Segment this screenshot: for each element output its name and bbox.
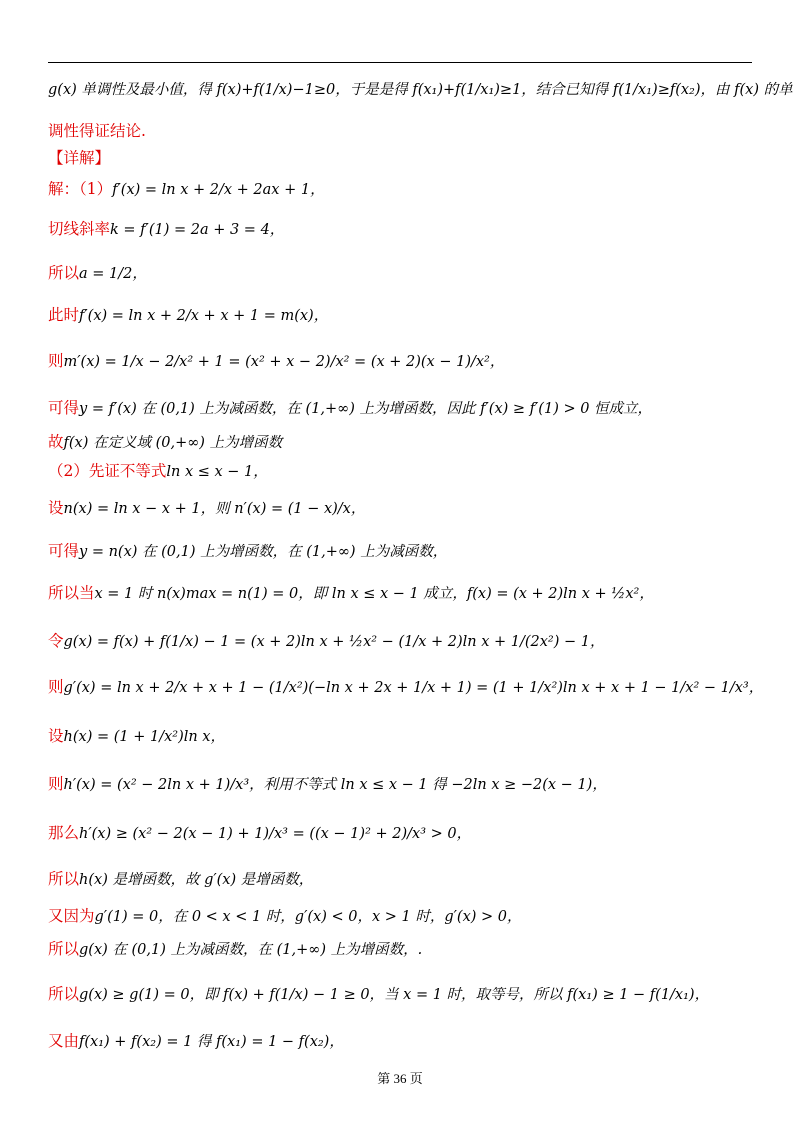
- line-text: 令: [48, 632, 64, 650]
- line-text: 所以: [48, 940, 80, 958]
- line-formula: g′(x) = ln x + 2/x + x + 1 − (1/x²)(−ln x + 2x + 1/x + 1) = (1 + 1/x²)ln x + x + 1 − 1/x² − 1/x³，: [63, 680, 764, 696]
- solution-line: [48, 822, 752, 845]
- solution-line: [48, 304, 752, 327]
- solution-line: [48, 178, 752, 201]
- line-formula: h′(x) ≥ (x² − 2(x − 1) + 1)/x³ = ((x − 1)² + 2)/x³ > 0，: [79, 826, 472, 842]
- line-text: 设: [48, 727, 64, 745]
- line-formula: h(x) = (1 + 1/x²)ln x，: [63, 729, 225, 745]
- line-formula: f′(x) = ln x + 2/x + 2ax + 1，: [112, 182, 325, 198]
- line-text: 又因为: [48, 907, 95, 925]
- solution-line: [48, 773, 752, 796]
- solution-line: [48, 983, 752, 1006]
- line-text: 可得: [48, 542, 80, 560]
- line-text: 可得: [48, 399, 80, 417]
- solution-line: [48, 582, 752, 605]
- solution-line: [48, 497, 752, 520]
- line-text: 调性得证结论.: [48, 122, 146, 140]
- solution-line: [48, 630, 752, 653]
- solution-line: [48, 397, 752, 420]
- line-text: 所以当: [48, 584, 95, 602]
- line-text: 解：（1）: [48, 180, 113, 198]
- solution-line: [48, 431, 752, 454]
- line-text: 所以: [48, 985, 80, 1003]
- line-formula: ln x ≤ x − 1，: [166, 464, 268, 480]
- line-formula: n(x) = ln x − x + 1，则 n′(x) = (1 − x)/x，: [63, 501, 366, 517]
- line-formula: k = f′(1) = 2a + 3 = 4，: [110, 222, 285, 238]
- line-text: 此时: [48, 306, 80, 324]
- solution-line: [48, 905, 752, 928]
- line-formula: y = n(x) 在 (0,1) 上为增函数，在 (1,+∞) 上为减函数，: [79, 544, 448, 560]
- line-formula: x = 1 时 n(x)max = n(1) = 0，即 ln x ≤ x − 1 成立，f(x) = (x + 2)ln x + ½x²，: [94, 586, 654, 602]
- solution-line: [48, 120, 752, 142]
- solution-line: [48, 78, 793, 101]
- line-text: 所以: [48, 264, 80, 282]
- line-text: 设: [48, 499, 64, 517]
- solution-line: [48, 676, 764, 699]
- line-formula: h′(x) = (x² − 2ln x + 1)/x³，利用不等式 ln x ≤ x − 1 得 −2ln x ≥ −2(x − 1)，: [63, 777, 607, 793]
- line-formula: a = 1/2，: [79, 266, 147, 282]
- line-text: 【详解】: [48, 149, 111, 167]
- line-text: 切线斜率: [48, 220, 111, 238]
- line-formula: f(x) 在定义域 (0,+∞) 上为增函数: [63, 435, 283, 451]
- solution-line: [48, 147, 752, 169]
- line-text: 故: [48, 433, 64, 451]
- line-text: 那么: [48, 824, 80, 842]
- line-text: 所以: [48, 870, 80, 888]
- solution-line: [48, 460, 752, 483]
- line-text: （2）先证不等式: [48, 462, 167, 480]
- solution-line: [48, 725, 752, 748]
- solution-line: [48, 540, 752, 563]
- line-formula: f(x₁) + f(x₂) = 1 得 f(x₁) = 1 − f(x₂)，: [79, 1034, 344, 1050]
- line-formula: g(x) 单调性及最小值，得 f(x)+f(1/x)−1≥0，于是是得 f(x₁)+f(1/x₁)≥1，结合已知得 f(1/x₁)≥f(x₂)，由 f(x) 的单: [48, 82, 793, 98]
- solution-line: [48, 262, 752, 285]
- solution-line: [48, 938, 752, 961]
- line-formula: g′(1) = 0，在 0 < x < 1 时，g′(x) < 0，x > 1 时，g′(x) > 0，: [94, 909, 522, 925]
- solution-line: [48, 868, 752, 891]
- line-text: 又由: [48, 1032, 80, 1050]
- line-formula: f′(x) = ln x + 2/x + x + 1 = m(x)，: [79, 308, 329, 324]
- line-formula: m′(x) = 1/x − 2/x² + 1 = (x² + x − 2)/x² = (x + 2)(x − 1)/x²，: [63, 354, 505, 370]
- line-formula: y = f′(x) 在 (0,1) 上为减函数，在 (1,+∞) 上为增函数，因此 f′(x) ≥ f′(1) > 0 恒成立，: [79, 401, 653, 417]
- line-formula: h(x) 是增函数，故 g′(x) 是增函数，: [79, 872, 314, 888]
- line-formula: g(x) ≥ g(1) = 0，即 f(x) + f(1/x) − 1 ≥ 0，当 x = 1 时，取等号，所以 f(x₁) ≥ 1 − f(1/x₁)，: [79, 987, 710, 1003]
- line-text: 则: [48, 352, 64, 370]
- line-text: 则: [48, 775, 64, 793]
- line-formula: g(x) 在 (0,1) 上为减函数，在 (1,+∞) 上为增函数，.: [79, 942, 423, 958]
- solution-line: [48, 350, 752, 373]
- header-rule: [48, 62, 752, 63]
- solution-line: [48, 218, 752, 241]
- line-text: 则: [48, 678, 64, 696]
- solution-line: [48, 1030, 752, 1053]
- line-formula: g(x) = f(x) + f(1/x) − 1 = (x + 2)ln x + ½x² − (1/x + 2)ln x + 1/(2x²) − 1，: [63, 634, 605, 650]
- page-number: 第 36 页: [377, 1071, 423, 1086]
